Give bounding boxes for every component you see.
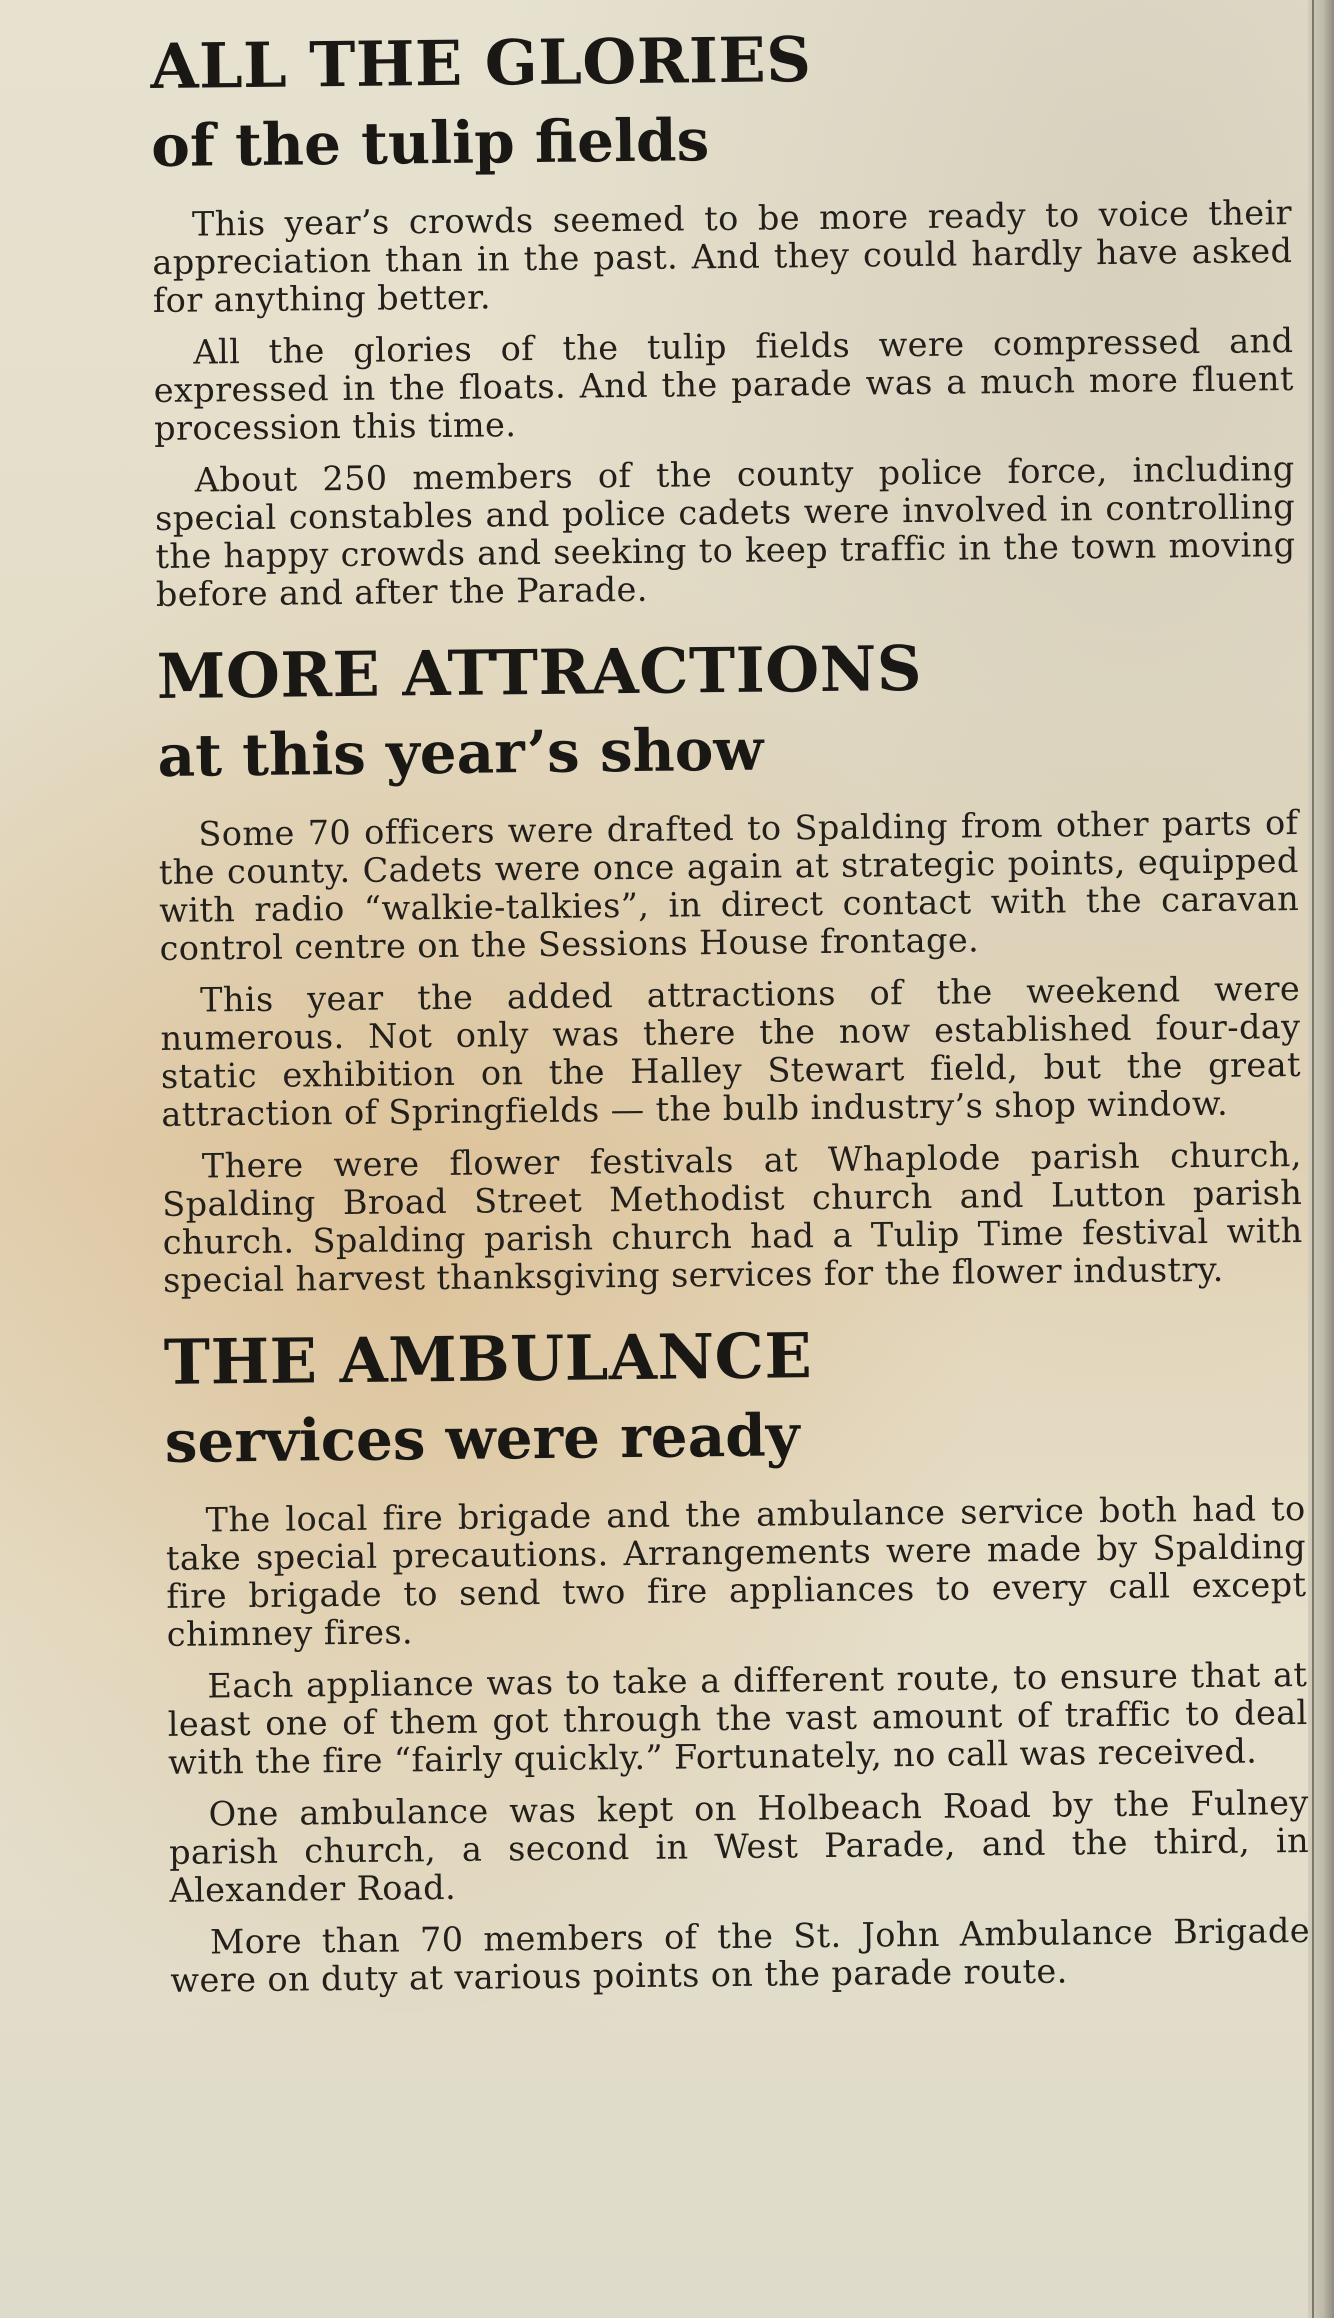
paragraph: Each appliance was to take a different route, to ensure that at least one of them got through the vast amount of traffic to deal with the fire “fairly quickly.” Fortunately, no call was received. [167,1654,1308,1782]
paragraph: One ambulance was kept on Holbeach Road by the Fulney parish church, a second in West Parade, and the third, in Alexander Road. [168,1782,1310,1910]
column-rule [1312,0,1314,2318]
headline: THE AMBULANCE [163,1319,813,1399]
section-tulip-fields [150,18,1296,614]
headline: MORE ATTRACTIONS [156,631,923,713]
paragraph: The local fire brigade and the ambulance service both had to take special precautions. Arrangements were made by Spalding fire brigade to send two fire appliances to every call except chimney fires. [165,1488,1307,1654]
paragraph: Some 70 officers were drafted to Spalding from other parts of the county. Cadets were once again at strategic points, equipped with radio “walkie-talkies”, in direct contact with the caravan control centre on the Sessions House frontage. [158,803,1300,968]
subheadline: services were ready [164,1401,800,1476]
paragraph: All the glories of the tulip fields were compressed and expressed in the floats. And the parade was a much more fluent procession this time. [153,321,1294,448]
subheadline: at this year’s show [157,715,764,790]
paragraph: This year’s crowds seemed to be more ready to voice their appreciation than in the past. And they could hardly have asked for anything better. [152,193,1293,320]
paragraph: More than 70 members of the St. John Ambulance Brigade were on duty at various points on the parade route. [170,1910,1311,2000]
article [150,18,1311,2026]
section-ambulance [164,1314,1311,2000]
headline: ALL THE GLORIES [150,23,812,103]
subheadline: of the tulip fields [150,106,710,180]
paragraph: About 250 members of the county police force, including special constables and police cadets were involved in controlling the happy crowds and seeking to keep traffic in the town moving before and after the Parade. [154,449,1296,614]
paragraph: This year the added attractions of the weekend were numerous. Not only was there the now established four-day static exhibition on the Halley Stewart field, but the great attraction of Springfields — the bulb industry’s shop window. [160,969,1302,1134]
section-more-attractions [156,628,1303,1300]
paragraph: There were flower festivals at Whaplode parish church, Spalding Broad Street Methodist church and Lutton parish church. Spalding parish church had a Tulip Time festival with special harvest thanksgiving services for the flower industry. [162,1135,1303,1300]
